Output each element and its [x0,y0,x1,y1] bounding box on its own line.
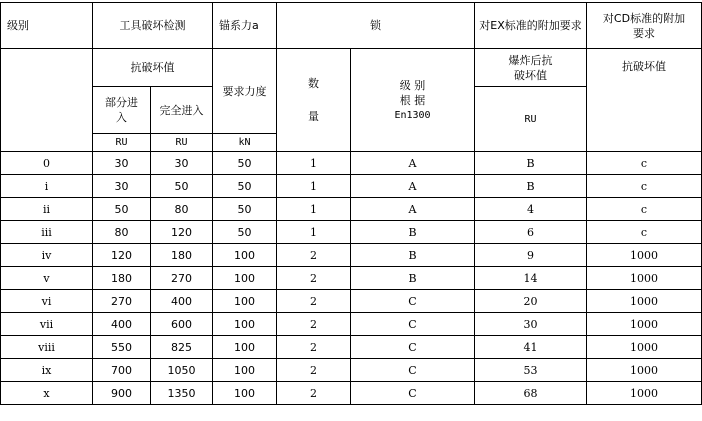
cell-cd: 1000 [587,290,702,313]
cell-force: 100 [213,313,277,336]
header-anchor-coef: 锚系力a [213,3,277,49]
cell-force: 50 [213,152,277,175]
cell-partial: 700 [93,359,151,382]
header-partial-entry [93,87,151,134]
cell-level: iv [1,244,93,267]
header-count-spacer [279,91,348,109]
cell-force: 100 [213,359,277,382]
cell-partial: 900 [93,382,151,405]
cell-ex: 30 [475,313,587,336]
header-cd-resist: 抗破坏值 [587,49,702,152]
cell-cd: c [587,175,702,198]
header-tool-test: 工具破坏检测 [93,3,213,49]
cell-grade: C [351,382,475,405]
cell-cd: 1000 [587,336,702,359]
cell-cd: 1000 [587,267,702,290]
header-level: 级别 [1,3,93,49]
header-row-1 [1,3,702,49]
cell-cd: c [587,221,702,244]
table-row [1,313,702,336]
cell-level: v [1,267,93,290]
cell-partial: 400 [93,313,151,336]
header-resist-value: 抗破坏值 [93,49,213,87]
cell-qty: 1 [277,198,351,221]
cell-full: 50 [151,175,213,198]
header-grade-line2: 根 据 [399,93,426,107]
header-grade-line3: En1300 [394,109,431,121]
cell-full: 180 [151,244,213,267]
cell-grade: B [351,221,475,244]
cell-partial: 120 [93,244,151,267]
cell-qty: 2 [277,382,351,405]
cell-level: x [1,382,93,405]
cell-partial: 550 [93,336,151,359]
cell-ex: 68 [475,382,587,405]
header-required-force: 要求力度 [213,49,277,134]
cell-ex: 41 [475,336,587,359]
header-row-2 [1,49,702,87]
cell-cd: c [587,152,702,175]
cell-force: 100 [213,336,277,359]
cell-qty: 2 [277,359,351,382]
cell-ex: 14 [475,267,587,290]
table-row [1,336,702,359]
cell-grade: A [351,152,475,175]
cell-cd: 1000 [587,244,702,267]
cell-qty: 2 [277,244,351,267]
header-ex-unit: RU [475,87,587,152]
header-force-unit: kN [213,134,277,152]
cell-grade: A [351,175,475,198]
cell-qty: 1 [277,221,351,244]
cell-qty: 2 [277,313,351,336]
header-ex-requirements: 对EX标准的附加要求 [475,3,587,49]
cell-qty: 2 [277,267,351,290]
header-partial-line2: 入 [116,111,127,124]
cell-ex: 9 [475,244,587,267]
cell-ex: 4 [475,198,587,221]
header-count-char2: 量 [308,110,319,123]
cell-full: 80 [151,198,213,221]
table-row [1,382,702,405]
cell-qty: 2 [277,336,351,359]
cell-cd: 1000 [587,359,702,382]
cell-force: 100 [213,244,277,267]
header-full-unit: RU [151,134,213,152]
cell-force: 50 [213,198,277,221]
header-level-blank [1,49,93,152]
cell-cd: 1000 [587,382,702,405]
header-partial-line1: 部分进 [105,96,138,109]
header-explosion-line1: 爆炸后抗 [508,53,553,67]
cell-qty: 1 [277,175,351,198]
cell-force: 100 [213,290,277,313]
header-full-entry: 完全进入 [151,87,213,134]
header-lock-grade [351,49,475,152]
cell-ex: B [475,175,587,198]
table-row [1,359,702,382]
header-cd-line1: 对CD标准的附加 [602,11,686,25]
cell-ex: B [475,152,587,175]
header-cd-line2: 要求 [633,26,655,40]
cell-partial: 180 [93,267,151,290]
cell-partial: 80 [93,221,151,244]
cell-full: 1050 [151,359,213,382]
cell-qty: 2 [277,290,351,313]
cell-ex: 20 [475,290,587,313]
cell-partial: 30 [93,175,151,198]
header-count-char1: 数 [308,77,319,90]
cell-level: iii [1,221,93,244]
cell-level: 0 [1,152,93,175]
cell-grade: A [351,198,475,221]
cell-force: 100 [213,267,277,290]
table-row [1,290,702,313]
cell-full: 1350 [151,382,213,405]
cell-grade: B [351,267,475,290]
cell-grade: C [351,313,475,336]
cell-partial: 270 [93,290,151,313]
cell-qty: 1 [277,152,351,175]
cell-force: 100 [213,382,277,405]
cell-grade: C [351,359,475,382]
cell-full: 600 [151,313,213,336]
cell-ex: 53 [475,359,587,382]
cell-level: ii [1,198,93,221]
cell-partial: 50 [93,198,151,221]
header-explosion-line2: 破坏值 [514,68,547,82]
cell-full: 270 [151,267,213,290]
cell-cd: c [587,198,702,221]
cell-grade: B [351,244,475,267]
cell-partial: 30 [93,152,151,175]
header-explosion-resist [475,49,587,87]
cell-full: 400 [151,290,213,313]
cell-level: i [1,175,93,198]
header-cd-requirements [587,3,702,49]
cell-full: 825 [151,336,213,359]
security-grade-table [0,2,702,405]
table-row [1,221,702,244]
cell-level: ix [1,359,93,382]
cell-level: vii [1,313,93,336]
cell-cd: 1000 [587,313,702,336]
header-partial-unit: RU [93,134,151,152]
cell-full: 30 [151,152,213,175]
cell-ex: 6 [475,221,587,244]
table-row [1,244,702,267]
header-grade-line1: 级 别 [399,78,426,92]
cell-level: vi [1,290,93,313]
cell-grade: C [351,290,475,313]
cell-force: 50 [213,221,277,244]
table-row [1,198,702,221]
header-lock: 锁 [277,3,475,49]
header-lock-count [277,49,351,152]
cell-level: viii [1,336,93,359]
cell-grade: C [351,336,475,359]
cell-force: 50 [213,175,277,198]
table-row [1,152,702,175]
cell-full: 120 [151,221,213,244]
table-row [1,267,702,290]
table-row [1,175,702,198]
